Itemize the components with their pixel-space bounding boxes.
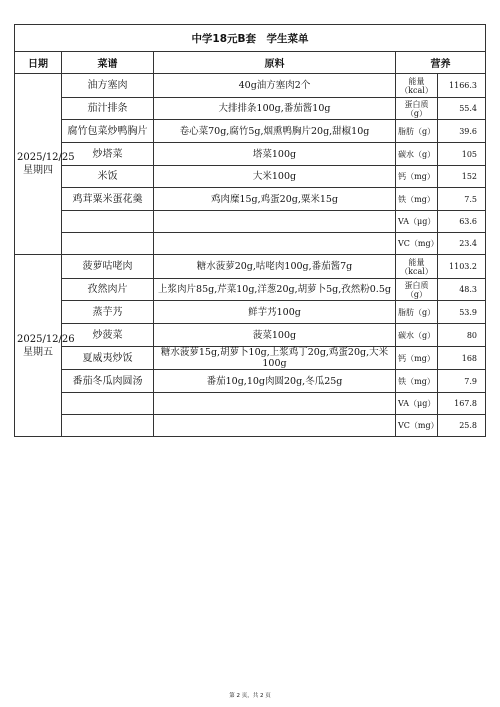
title-row <box>15 25 486 52</box>
menu-row <box>15 370 486 393</box>
dish-ingredients: 糖水菠萝15g,胡萝卜10g,上浆鸡丁20g,鸡蛋20g,大米100g <box>154 347 396 370</box>
nutrient-value: 63.6 <box>438 211 486 233</box>
dish-name: 番茄冬瓜肉圆汤 <box>62 370 154 393</box>
dish-name: 炒菠菜 <box>62 324 154 347</box>
menu-row <box>15 415 486 437</box>
dish-name <box>62 393 154 415</box>
menu-row <box>15 74 486 98</box>
nutrient-value: 1166.3 <box>438 74 486 98</box>
dish-ingredients: 塔菜100g <box>154 143 396 166</box>
nutrient-label: 碳水（g） <box>396 143 438 166</box>
nutrient-value: 80 <box>438 324 486 347</box>
day-date-cell <box>15 74 75 255</box>
nutrient-value: 53.9 <box>438 301 486 324</box>
menu-row <box>15 393 486 415</box>
dish-name: 腐竹包菜炒鸭胸片 <box>62 120 154 143</box>
dish-name <box>62 233 154 255</box>
dish-ingredients: 上浆肉片85g,芹菜10g,洋葱20g,胡萝卜5g,孜然粉0.5g <box>154 279 396 301</box>
nutrient-value: 55.4 <box>438 98 486 120</box>
nutrient-label: 脂肪（g） <box>396 120 438 143</box>
dish-ingredients: 番茄10g,10g肉圆20g,冬瓜25g <box>154 370 396 393</box>
dish-ingredients: 菠菜100g <box>154 324 396 347</box>
day-weekday: 星期四 <box>23 165 53 176</box>
nutrient-label: 碳水（g） <box>396 324 438 347</box>
dish-ingredients: 大米100g <box>154 166 396 188</box>
menu-row <box>15 255 486 279</box>
nutrient-label: VC（mg） <box>396 415 438 437</box>
nutrient-value: 7.9 <box>438 370 486 393</box>
menu-row <box>15 120 486 143</box>
dish-ingredients <box>154 393 396 415</box>
dish-ingredients: 鲜芋艿100g <box>154 301 396 324</box>
menu-row <box>15 279 486 301</box>
nutrient-label: 铁（mg） <box>396 188 438 211</box>
dish-ingredients <box>154 211 396 233</box>
nutrient-value: 25.8 <box>438 415 486 437</box>
nutrient-label: 蛋白质（g） <box>396 279 438 301</box>
menu-row <box>15 211 486 233</box>
dish-name <box>62 415 154 437</box>
dish-ingredients <box>154 415 396 437</box>
day-date-cell <box>15 255 75 437</box>
header-ingredients: 原料 <box>154 52 396 74</box>
menu-row <box>15 188 486 211</box>
dish-ingredients: 大排排条100g,番茄酱10g <box>154 98 396 120</box>
menu-row <box>15 301 486 324</box>
dish-name: 夏威夷炒饭 <box>62 347 154 370</box>
nutrient-label: VC（mg） <box>396 233 438 255</box>
header-date: 日期 <box>15 52 62 74</box>
menu-row <box>15 233 486 255</box>
dish-name <box>62 211 154 233</box>
header-nutrition: 营养 <box>396 52 486 74</box>
dish-name: 孜然肉片 <box>62 279 154 301</box>
nutrient-value: 168 <box>438 347 486 370</box>
nutrient-label: 能量（kcal） <box>396 74 438 98</box>
header-dish: 菜谱 <box>62 52 154 74</box>
menu-row <box>15 143 486 166</box>
nutrient-value: 105 <box>438 143 486 166</box>
nutrient-value: 23.4 <box>438 233 486 255</box>
nutrient-value: 7.5 <box>438 188 486 211</box>
nutrient-label: 蛋白质（g） <box>396 98 438 120</box>
menu-title: 中学18元B套 学生菜单 <box>15 25 486 52</box>
nutrient-value: 48.3 <box>438 279 486 301</box>
dish-name: 鸡茸粟米蛋花羹 <box>62 188 154 211</box>
menu-table <box>14 24 486 437</box>
header-row <box>15 52 486 74</box>
dish-name: 茄汁排条 <box>62 98 154 120</box>
nutrient-value: 152 <box>438 166 486 188</box>
dish-name: 油方塞肉 <box>62 74 154 98</box>
menu-row <box>15 98 486 120</box>
nutrient-value: 39.6 <box>438 120 486 143</box>
nutrient-label: 能量（kcal） <box>396 255 438 279</box>
dish-ingredients: 40g油方塞肉2个 <box>154 74 396 98</box>
menu-row <box>15 347 486 370</box>
dish-name: 蒸芋艿 <box>62 301 154 324</box>
day-date: 2025/12/26 <box>17 333 75 345</box>
nutrient-label: 铁（mg） <box>396 370 438 393</box>
dish-ingredients: 鸡肉糜15g,鸡蛋20g,粟米15g <box>154 188 396 211</box>
nutrient-value: 167.8 <box>438 393 486 415</box>
nutrient-label: 钙（mg） <box>396 166 438 188</box>
nutrient-label: VA（μg） <box>396 211 438 233</box>
dish-ingredients: 糖水菠萝20g,咕咾肉100g,番茄酱7g <box>154 255 396 279</box>
menu-row <box>15 166 486 188</box>
dish-name: 菠萝咕咾肉 <box>62 255 154 279</box>
nutrient-label: 钙（mg） <box>396 347 438 370</box>
menu-row <box>15 324 486 347</box>
nutrient-label: 脂肪（g） <box>396 301 438 324</box>
dish-ingredients <box>154 233 396 255</box>
day-date: 2025/12/25 <box>17 152 75 163</box>
nutrient-label: VA（μg） <box>396 393 438 415</box>
dish-ingredients: 卷心菜70g,腐竹5g,烟熏鸭胸片20g,甜椒10g <box>154 120 396 143</box>
dish-name: 米饭 <box>62 166 154 188</box>
page-footer: 第 2 页，共 2 页 <box>229 693 271 699</box>
dish-name: 炒塔菜 <box>62 143 154 166</box>
day-weekday: 星期五 <box>23 346 53 358</box>
nutrient-value: 1103.2 <box>438 255 486 279</box>
